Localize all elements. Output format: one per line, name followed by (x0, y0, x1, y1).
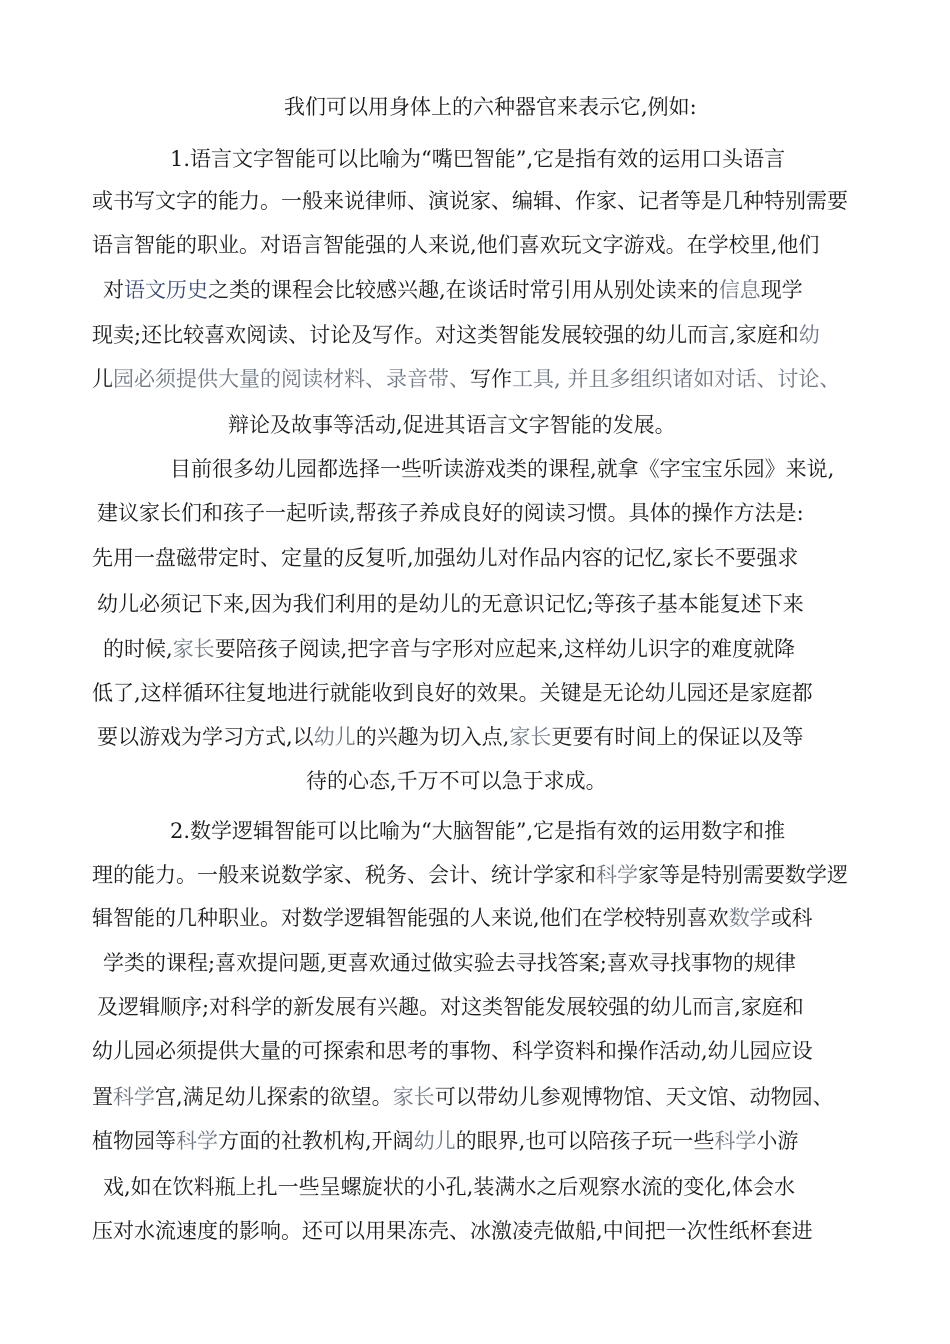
body-text: 儿 (92, 367, 113, 391)
body-text: 我们可以用身体上的六种器官来表示它,例如: (284, 95, 697, 119)
body-text: 学类的课程;喜欢提问题,更喜欢通过做实验去寻找答案;喜欢寻找事物的规律 (103, 951, 796, 975)
body-text: 写作 (470, 367, 512, 391)
link-text[interactable]: 科学 (596, 863, 638, 887)
link-text[interactable]: 科学 (113, 1085, 155, 1109)
body-text: 2.数学逻辑智能可以比喻为“大脑智能”,它是指有效的运用数字和推 (170, 819, 786, 843)
body-text: 或书写文字的能力。一般来说律师、演说家、编辑、作家、记者等是几种特别需要 (92, 189, 848, 213)
body-text: 可以带幼儿参观博物馆、天文馆、动物园、 (434, 1085, 834, 1109)
body-text: 的兴趣为切入点, (355, 725, 510, 749)
body-text: 语言智能的职业。对语言智能强的人来说,他们喜欢玩文字游戏。在学校里,他们 (92, 233, 820, 257)
body-text: 方面的社教机构,开阔 (218, 1129, 414, 1153)
link-text[interactable]: 工具, 并且多组织诸如对话、讨论、 (512, 367, 841, 391)
link-text[interactable]: 幼儿 (413, 1129, 456, 1153)
body-text: 幼儿必须记下来,因为我们利用的是幼儿的无意识记忆;等孩子基本能复述下来 (97, 592, 804, 616)
body-text: 现学 (760, 278, 803, 302)
body-text: 的时候, (103, 637, 173, 661)
body-text: 目前很多幼儿园都选择一些听读游戏类的课程,就拿《字宝宝乐园》来说, (170, 457, 835, 481)
body-text: 宫,满足幼儿探索的欲望。 (155, 1085, 393, 1109)
body-text: 及逻辑顺序;对科学的新发展有兴趣。对这类智能发展较强的幼儿而言,家庭和 (97, 995, 804, 1019)
body-text: 小游 (756, 1129, 799, 1153)
body-text: 戏,如在饮料瓶上扎一些呈螺旋状的小孔,装满水之后观察水流的变化,体会水 (103, 1175, 796, 1199)
body-text: 低了,这样循环往复地进行就能收到良好的效果。关键是无论幼儿园还是家庭都 (92, 681, 813, 705)
body-text: 家等是特别需要数学逻 (638, 863, 848, 887)
link-text[interactable]: 园必须提供大量的阅读材料、录音带、 (113, 367, 470, 391)
body-text: 更要有时间上的保证以及等 (551, 725, 804, 749)
body-text: 植物园等 (92, 1129, 176, 1153)
link-text[interactable]: 科学 (714, 1129, 757, 1153)
link-text[interactable]: 数学 (728, 906, 771, 930)
link-text[interactable]: 科学 (176, 1129, 218, 1153)
body-text: 的眼界,也可以陪孩子玩一些 (455, 1129, 715, 1153)
link-text[interactable]: 家长 (392, 1085, 435, 1109)
body-text: 要以游戏为学习方式,以 (97, 725, 314, 749)
link-text[interactable]: 幼 (798, 323, 820, 347)
body-text: 置 (92, 1085, 113, 1109)
link-text[interactable]: 信息 (718, 278, 761, 302)
body-text: 压对水流速度的影响。还可以用果冻壳、冰激凌壳做船,中间把一次性纸杯套进 (92, 1219, 813, 1243)
body-text: 辩论及故事等活动,促进其语言文字智能的发展。 (228, 413, 676, 437)
body-text: 先用一盘磁带定时、定量的反复听,加强幼儿对作品内容的记忆,家长不要强求 (92, 546, 799, 570)
body-text: 或科 (770, 906, 813, 930)
body-text: 待的心态,千万不可以急于求成。 (306, 769, 607, 793)
body-text: 现卖;还比较喜欢阅读、讨论及写作。对这类智能发展较强的幼儿而言,家庭和 (92, 323, 799, 347)
body-text: 之类的课程会比较感兴趣,在谈话时常引用从别处读来的 (208, 278, 719, 302)
body-text: 幼儿园必须提供大量的可探索和思考的事物、科学资料和操作活动,幼儿园应设 (92, 1039, 813, 1063)
body-text: 理的能力。一般来说数学家、税务、会计、统计学家和 (92, 863, 596, 887)
body-text: 对 (103, 278, 124, 302)
body-text: 建议家长们和孩子一起听读,帮孩子养成良好的阅读习惯。具体的操作方法是: (97, 501, 804, 525)
body-text: 1.语言文字智能可以比喻为“嘴巴智能”,它是指有效的运用口头语言 (170, 147, 786, 171)
body-text: 要陪孩子阅读,把字音与字形对应起来,这样幼儿识字的难度就降 (214, 637, 796, 661)
link-text[interactable]: 家长 (172, 637, 215, 661)
link-text[interactable]: 语文历史 (124, 278, 208, 302)
link-text[interactable]: 家长 (509, 725, 552, 749)
link-text[interactable]: 幼儿 (313, 725, 356, 749)
body-text: 辑智能的几种职业。对数学逻辑智能强的人来说,他们在学校特别喜欢 (92, 906, 729, 930)
